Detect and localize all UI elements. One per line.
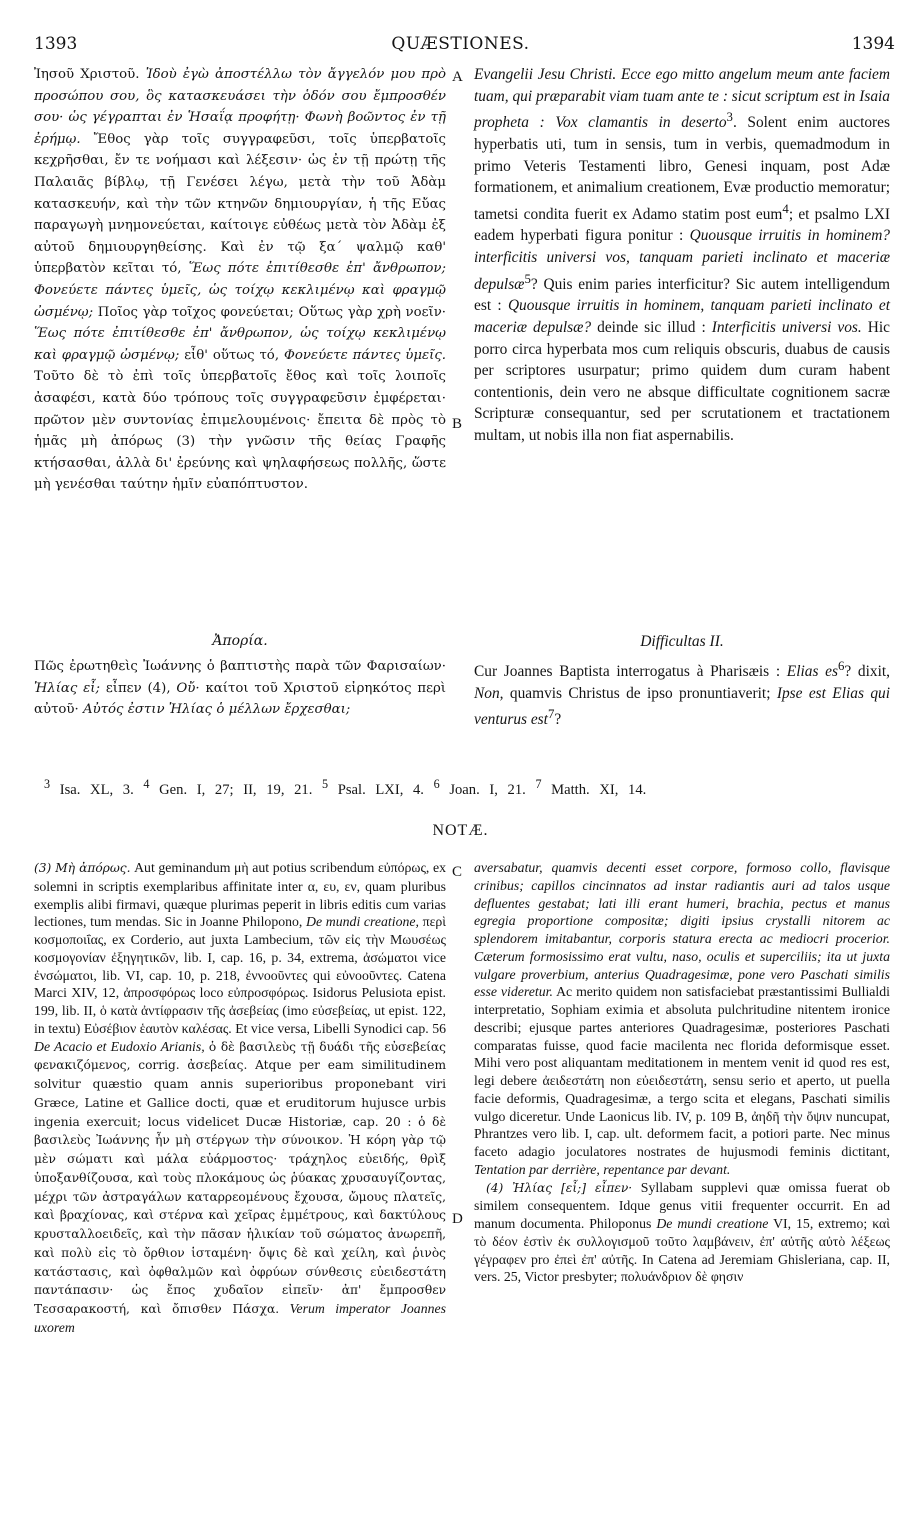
greek-text-segment: Ποῖος γὰρ τοῖχος φονεύεται; Οὕτως γὰρ χρὴ νοεῖν· bbox=[97, 304, 447, 320]
latin-main-text bbox=[474, 64, 890, 584]
footnote-number: 3 bbox=[44, 777, 51, 791]
latin-text-segment: Hic porro circa hyperbata mos cum reliquis obscuris, duabus de causis per scriptores usurpatur; primo quidem dum curam habent contentionis, dein vero ne absque difficultate cognitionem sacræ Scripturæ consequantur, sed per scrutationem et tractationem multam, ut nobis illa non fiat aspernabilis. bbox=[474, 318, 890, 444]
footnote-number: 7 bbox=[535, 777, 542, 791]
difficultas-heading: Difficultas II. bbox=[640, 633, 724, 650]
greek-quotation: Ἕως πότε ἐπιτίθεσθε ἐπ' ἄνθρωπον, ὡς τοίχῳ κεκλιμένῳ καὶ φραγμῷ ὠσμένῳ; bbox=[34, 326, 446, 363]
margin-mark-b: B bbox=[452, 416, 463, 432]
note-title-reference: De mundi creatione, bbox=[306, 914, 419, 930]
footnote-number: 6 bbox=[433, 777, 440, 791]
latin-quotation: Non, bbox=[474, 684, 504, 702]
latin-text-segment: deinde sic illud : bbox=[597, 318, 706, 336]
greek-text-segment: εἶθ' οὕτως τό, bbox=[184, 347, 280, 363]
page-number-right: 1394 bbox=[851, 34, 895, 54]
latin-text-segment: ? bbox=[554, 711, 562, 729]
greek-quotation: Ἠλίας εἶ; bbox=[34, 680, 100, 696]
greek-quotation: Ἕως πότε ἐπιτίθεσθε ἐπ' ἄνθρωπον; Φονεύετε πάντες ὑμεῖς, ὡς τοίχῳ κεκλιμένῳ καὶ φραγμῷ ὠσμένῳ; bbox=[34, 261, 446, 320]
greek-quotation: Οὔ· bbox=[176, 680, 200, 696]
latin-quotation: Quousque irruitis in hominem? interficitis universi vos, tanquam parieti inclinato et maceriæ depulsæ bbox=[474, 227, 891, 293]
note-text-italic: Verum imperator Joannes uxorem bbox=[34, 1301, 446, 1335]
greek-text-segment: Τοῦτο δὲ τὸ ἐπὶ τοῖς ὑπερβατοῖς ἔθος καὶ τοῖς λοιποῖς ἀσαφέσι, κατὰ δύο τρόπους τοῖς συγγραφεῦσιν ἐμφέρεται· πρῶτον μὲν συντονίας ἐπιμελουμένοις· ἔπειτα δὲ πρὸς τὸ ἡμᾶς μὴ ἀπόρως (3) τὴν γνῶσιν τῆς θείας Γραφῆς κτήσασθαι, ἀλλὰ δι' ἐρεύνης καὶ ψηλαφήσεως πολλῆς, ὥστε μὴ γενέσθαι ταύτην ἡμῖν εὐαπόπτυστον. bbox=[34, 369, 446, 493]
footnote-ref: 7 bbox=[547, 707, 555, 722]
note-text: Syllabam supplevi quæ omissa fuerat ob similem consequentem. Idque genus vitii frequenter occurrit. En ad manum documenta. Philoponus bbox=[474, 1179, 890, 1231]
greek-text-segment: Ἔθος γὰρ τοῖς συγγραφεῦσι, τοῖς ὑπερβατοῖς κεχρῆσθαι, ἔν τε νοήμασι καὶ λέξεσιν· ὡς ἐν τῇ πρώτῃ τῆς Παλαιᾶς βίβλῳ, τῇ Γενέσει λέγω, μετὰ τὴν τοῦ Ἀδὰμ κατασκευήν, καὶ τὴν τῶν κτηνῶν δημιουργίαν, ἡ τῆς Εὔας παραγωγὴ μνημονεύεται, καίτοιγε εὐθέως μετὰ τὸν Ἀδὰμ ἐξ αὐτοῦ δημιουργηθείσης. Καὶ ἐν τῷ ξα΄ ψαλμῷ καθ' ὑπερβατὸν κεῖται τό, bbox=[34, 131, 446, 277]
footnote-number: 5 bbox=[322, 777, 329, 791]
footnote-ref: 4 bbox=[782, 201, 789, 216]
margin-mark-c: C bbox=[452, 864, 463, 880]
greek-text-segment: εἶπεν (4), bbox=[105, 680, 171, 696]
footnote-reference: Psal. LXI, 4. bbox=[337, 781, 424, 798]
note-text: VI, 15, extremo; καὶ τὸ δέον ἐστὶν ἐκ συλλογισμοῦ τοῦτο λαμβάνειν, ἐπ' αὐτῆς αὐτὸ λέξεως γέγραφεν pro ἐπεὶ ἐπ' αὐτῆς. In Catena ad Jeremiam Ghisleriana, cap. II, vers. 25, Victor presbyter; πολυάνδριον δὲ φησιν bbox=[474, 1216, 890, 1285]
latin-quotation: Evangelii Jesu Christi. Ecce ego mitto angelum meum ante faciem tuam, qui præparabit viam tuam ante te : sicut scriptum est in Isaia propheta : Vox clamantis in deserto bbox=[474, 66, 890, 132]
aporia-text bbox=[34, 656, 446, 721]
latin-quotation: Ipse est Elias qui venturus est bbox=[474, 684, 890, 729]
latin-text-segment: ? dixit, bbox=[844, 663, 890, 681]
page-number-left: 1393 bbox=[34, 34, 78, 54]
latin-quotation: Elias es bbox=[786, 663, 838, 681]
latin-text-segment: quamvis Christus de ipso pronuntiaverit; bbox=[509, 684, 771, 702]
note-text: Aut geminandum μὴ aut potius scribendum εὐπόρως, ex solemni in scriptis exemplaribus affinitate inter α, ευ, εν, quam pluribus exemplis alibi firmavi, quæque plurimas peperit in libris editis cum varias lectiones, tum mendas. Sic in Joanne Philopono, bbox=[34, 860, 446, 930]
aporia-heading: Ἀπορία. bbox=[212, 633, 268, 649]
greek-main-text bbox=[34, 64, 446, 624]
greek-quotation: Φονεύετε πάντες ὑμεῖς. bbox=[283, 347, 447, 363]
notes-right-column bbox=[474, 859, 890, 1286]
note-title-reference: De mundi creatione bbox=[656, 1216, 769, 1231]
latin-text-segment: ; et psalmo LXI eadem hyperbati figura ponitur : bbox=[474, 205, 890, 245]
difficultas-text bbox=[474, 656, 890, 731]
greek-quotation: Αὐτός ἐστιν Ἠλίας ὁ μέλλων ἔρχεσθαι; bbox=[82, 702, 351, 718]
note-lemma: (3) Μὴ ἀπόρως. bbox=[34, 861, 131, 875]
margin-mark-a: A bbox=[452, 69, 463, 85]
scripture-footnotes bbox=[44, 777, 904, 799]
note-proverb: Tentation par derrière, repentance par devant. bbox=[474, 1161, 731, 1177]
note-title-reference: De Acacio et Eudoxio Arianis, bbox=[34, 1038, 205, 1054]
footnote-reference: Joan. I, 21. bbox=[449, 781, 526, 798]
greek-text-segment: καίτοι τοῦ Χριστοῦ εἰρηκότος περὶ αὐτοῦ· bbox=[34, 680, 447, 718]
latin-quotation: Quousque irruitis in hominem, tanquam parieti inclinato et maceriæ depulsæ? bbox=[474, 297, 890, 336]
note-translation: aversabatur, quamvis decenti esset corpore, formoso collo, flavisque crinibus; capillos cincinnatos ad instar radiantis auri ad talos usque defluentes gestabat; lati illi erant humeri, brachia, pectus et manus egregia proportione compositæ; digiti ipsius crystalli nitorem ac splendorem imitabantur, corporis statura erecta ac mediocri procerior. Cæterum formosissimo erat vultu, naso, oculis et superciliis; ita ut juxta vulgare proverbium, anterius Quadragesimæ, pone vero Paschati similis esse videretur. bbox=[474, 860, 890, 1000]
footnote-ref: 6 bbox=[837, 659, 845, 673]
latin-quotation: Interficitis universi vos. bbox=[711, 318, 862, 336]
running-title: QUÆSTIONES. bbox=[391, 34, 530, 54]
margin-mark-d: D bbox=[452, 1211, 463, 1227]
latin-text-segment: ? Quis enim paries interficitur? Sic autem intelligendum est : bbox=[474, 275, 890, 315]
note-lemma: (4) Ἠλίας [εἶ;] εἶπεν· bbox=[486, 1180, 633, 1195]
footnote-ref: 5 bbox=[524, 271, 531, 286]
notae-heading: NOTÆ. bbox=[432, 822, 489, 839]
footnote-reference: Gen. I, 27; II, 19, 21. bbox=[159, 781, 313, 798]
note-text: ὁ δὲ βασιλεὺς τῇ δυάδι τῆς εὐσεβείας φενακιζόμενος, corrig. ἀσεβείας. Atque per eam similitudinem solvitur quæstio quam annis superioribus proponebant viri Græce, Latine et Gallice docti, quæ et eruditorum hujusce urbis ingenia exercuit; locus videlicet Ducæ Historiæ, cap. 20 : ὁ δὲ βασιλεὺς Ἰωάννης ἦν μὴ στέργων τὴν σύνοικον. Ἡ κόρη γὰρ τῷ μὲν σώματι καὶ μάλα εὐάρμοστος· τράχηλος εὐειδής, θρὶξ ὑποξανθίζουσα, καὶ τοὺς πλοκάμους ὡς ῥύακας χρυσαυγίζοντας, μέχρι τῶν ἀστραγάλων καταρρεομένους ἔχουσα, ὤμους πλατεῖς, καὶ βραχίονας, καὶ στέρνα καὶ χεῖρας ἐμμέτρους, καὶ δακτύλους κρυσταλλοειδεῖς, καὶ τὴν πᾶσαν ἡλικίαν τοῦ σώματος ἀνωρεπῆ, καὶ πολὺ εἰς τὸ ὄρθιον ἱσταμένη· ὄψις δὲ καὶ χείλη, καὶ ῥινὸς κατάστασις, καὶ ὀφθαλμῶν καὶ ὀφρύων σύνθεσις εὐειδεστάτη παντάπασιν· ὡς ἔπος χυδαῖον εἰπεῖν· ἀπ' ἔμπροσθεν Τεσσαρακοστή, καὶ ὄπισθεν Πάσχα. bbox=[34, 1039, 446, 1316]
notes-left-column bbox=[34, 859, 446, 1337]
latin-text-segment: Cur Joannes Baptista interrogatus à Pharisæis : bbox=[474, 663, 781, 681]
footnote-ref: 3 bbox=[726, 110, 733, 125]
footnote-number: 4 bbox=[143, 777, 150, 791]
footnote-reference: Isa. XL, 3. bbox=[59, 781, 134, 798]
latin-text-segment: . Solent enim auctores hyperbatis uti, tum in sensis, tum in verbis, quemadmodum in primo Veteris Testamenti libro, Genesi inquam, post Adæ formationem, et animalium creationem, Evæ productio memoratur; tametsi condita fuerit ex Adamo statim post eum bbox=[474, 114, 890, 223]
greek-text-segment: Ἰησοῦ Χριστοῦ. bbox=[34, 67, 140, 82]
footnote-reference: Matth. XI, 14. bbox=[551, 781, 647, 798]
greek-quotation: Ἰδοὺ ἐγὼ ἀποστέλλω τὸν ἄγγελόν μου πρὸ προσώπου σου, ὃς κατασκευάσει τὴν ὁδόν σου ἔμπροσθέν σου· ὡς γέγραπται ἐν Ἡσαΐᾳ προφήτῃ· Φωνὴ βοῶντος ἐν τῇ ἐρήμῳ. bbox=[34, 67, 446, 147]
note-text: Ac merito quidem non satisfaciebat præstantissimi Bullialdi interpretatio, Sophiam eximia et absoluta pulchritudine nitentem ironice describi; ejusque partes anteriores Quadragesimæ, posteriores Paschati comparatas fuisse, quod facie macilenta nec florida deformisque esset. Mihi vero post aliquantam meditationem in mentem venit id quod res est, legi debere ἀειδεστάτη non εὐειδεστάτη, sensu serio et aperto, ut puella facie deformis, Quadragesimæ, a tergo scita et elegans, Paschati similis vulgo diceretur. Unde Laonicus lib. IV, p. 109 B, ἀηδῆ τὴν ὄψιν nuncupat, Phrantzes vero lib. I, cap. ult. deformem facit, a potiori parte. Nec minus faceto adagio joculatores nostrates de hujusmodi feminis dictitant, bbox=[474, 984, 890, 1159]
greek-text-segment: Πῶς ἐρωτηθεὶς Ἰωάννης ὁ βαπτιστὴς παρὰ τῶν Φαρισαίων· bbox=[34, 659, 446, 674]
note-text: περὶ κοσμοποιΐας, ex Corderio, aut juxta Lambecium, τῶν εἰς τὴν Μωυσέως κοσμογονίαν ἐξηγητικῶν, lib. I, cap. 16, p. 34, extrema, ἀσώματοι vice ἐνσώματοι, lib. VI, cap. 10, p. 218, ἐννοοῦντες qui εὐνοοῦντες. Catena Marci XIV, 12, ἀπροσφόρως loco εὐπροσφόρως. Isidorus Pelusiota epist. 199, lib. II, ὁ κατὰ ἀντίφρασιν τῆς ἀσεβείας (imo εὐσεβείας, ut epist. 122, in textu) Εὐσέβιον ἑαυτὸν καλέσας. Et vice versa, Libelli Synodici cap. 56 bbox=[34, 914, 447, 1036]
